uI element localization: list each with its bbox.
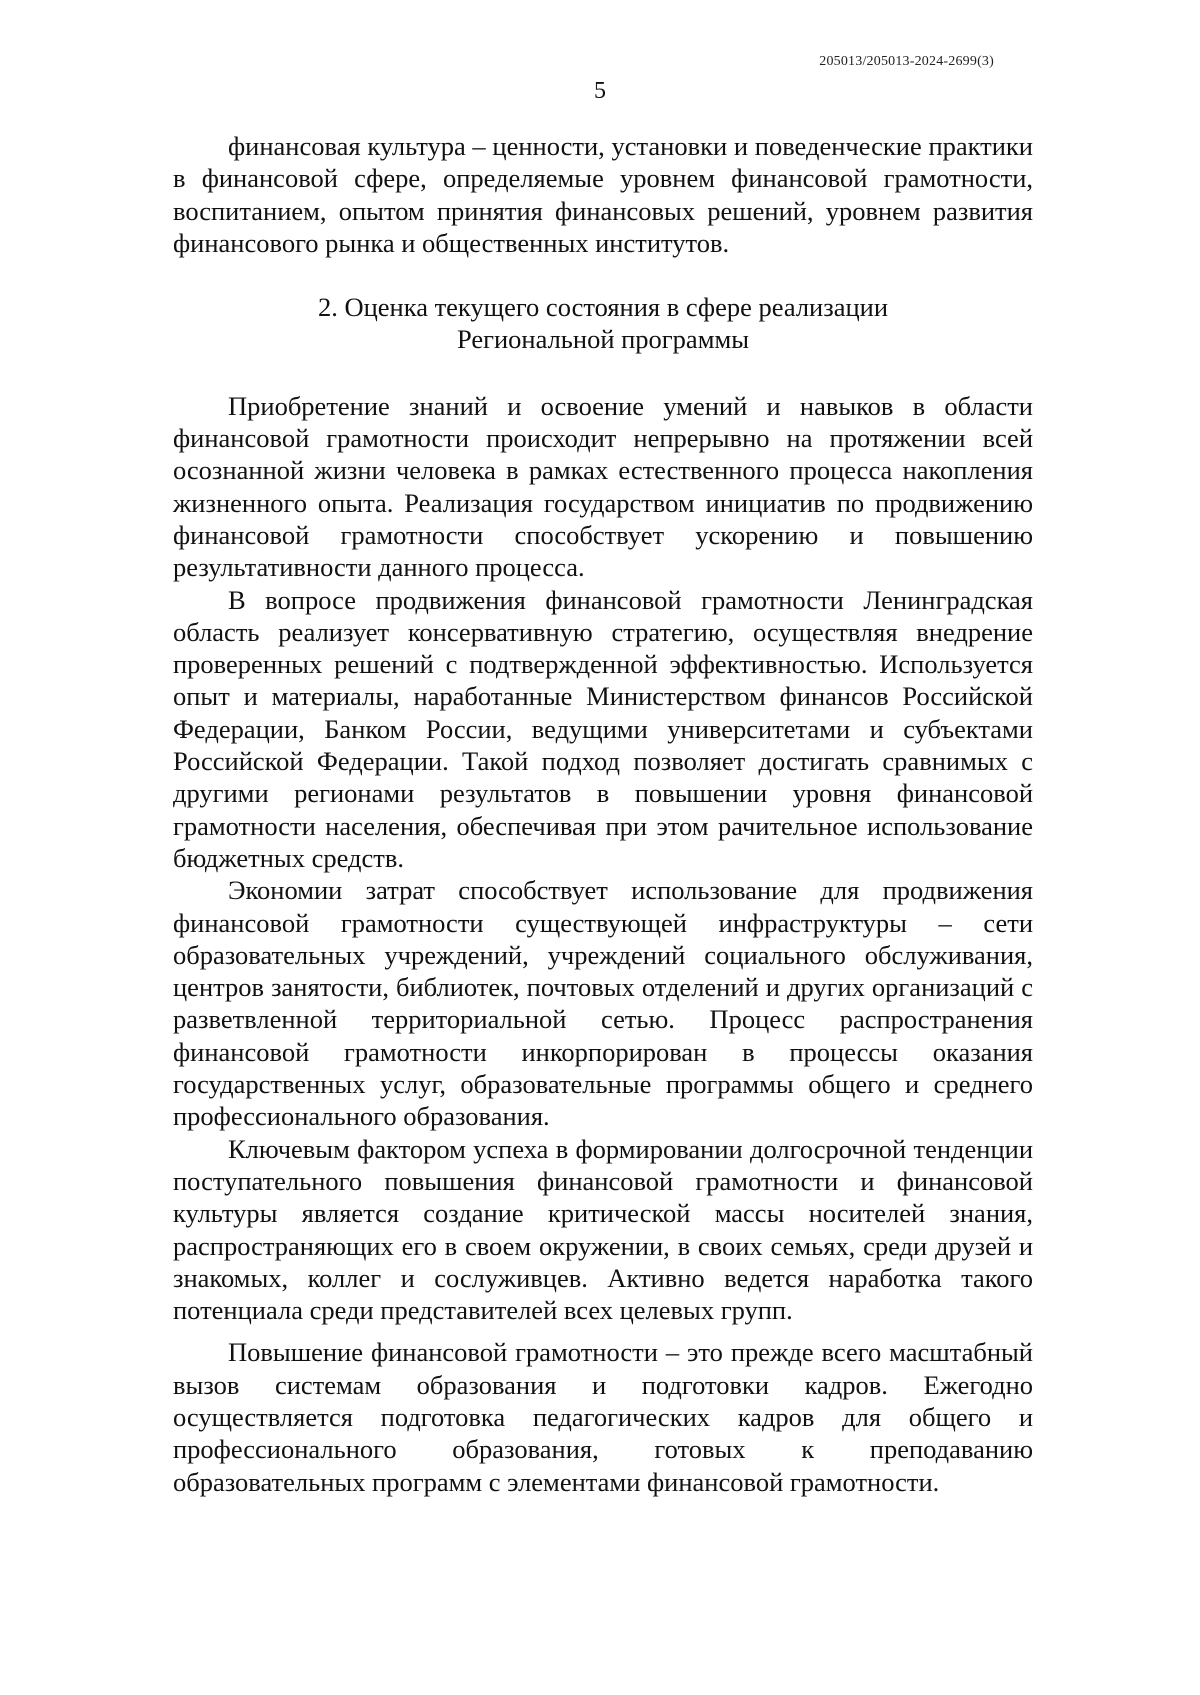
paragraph: Ключевым фактором успеха в формировании долгосрочной тенденции поступательного повышения финансовой грамотности и финансовой культуры является создание критической массы носителей знания, распространяющих его в своем окружении, в своих семьях, среди друзей и знакомых, коллег и сослуживцев. Активно ведется наработка такого потенциала среди представителей всех целевых групп. (173, 1133, 1033, 1326)
paragraph: Повышение финансовой грамотности – это прежде всего масштабный вызов системам образования и подготовки кадров. Ежегодно осуществляется подготовка педагогических кадров для общего и профессионального образования, готовых к преподаванию образовательных программ с элементами финансовой грамотности. (173, 1337, 1033, 1497)
paragraph: Экономии затрат способствует использование для продвижения финансовой грамотности существующей инфраструктуры – сети образовательных учреждений, учреждений социального обслуживания, центров занятости, библиотек, почтовых отделений и других организаций с разветвленной территориальной сетью. Процесс распространения финансовой грамотности инкорпорирован в процессы оказания государственных услуг, образовательные программы общего и среднего профессионального образования. (173, 875, 1033, 1132)
section-heading-line-1: 2. Оценка текущего состояния в сфере реализации (317, 292, 889, 323)
paragraph: Приобретение знаний и освоение умений и навыков в области финансовой грамотности происходит непрерывно на протяжении всей осознанной жизни человека в рамках естественного процесса накопления жизненного опыта. Реализация государством инициатив по продвижению финансовой грамотности способствует ускорению и повышению результативности данного процесса. (173, 390, 1033, 583)
definition-paragraph: финансовая культура – ценности, установки и поведенческие практики в финансовой сфере, определяемые уровнем финансовой грамотности, воспитанием, опытом принятия финансовых решений, уровнем развития финансового рынка и общественных институтов. (173, 131, 1033, 258)
section-heading (173, 291, 1033, 356)
paragraph: В вопросе продвижения финансовой грамотности Ленинградская область реализует консервативную стратегию, осуществляя внедрение проверенных решений с подтвержденной эффективностью. Используется опыт и материалы, наработанные Министерством финансов Российской Федерации, Банком России, ведущими университетами и субъектами Российской Федерации. Такой подход позволяет достигать сравнимых с другими регионами результатов в повышении уровня финансовой грамотности населения, обеспечивая при этом рачительное использование бюджетных средств. (173, 584, 1033, 873)
page-number: 5 (594, 78, 606, 104)
document-id: 205013/205013-2024-2699(3) (819, 54, 994, 69)
document-body (173, 130, 1033, 1498)
section-heading-line-2: Региональной программы (456, 324, 750, 355)
